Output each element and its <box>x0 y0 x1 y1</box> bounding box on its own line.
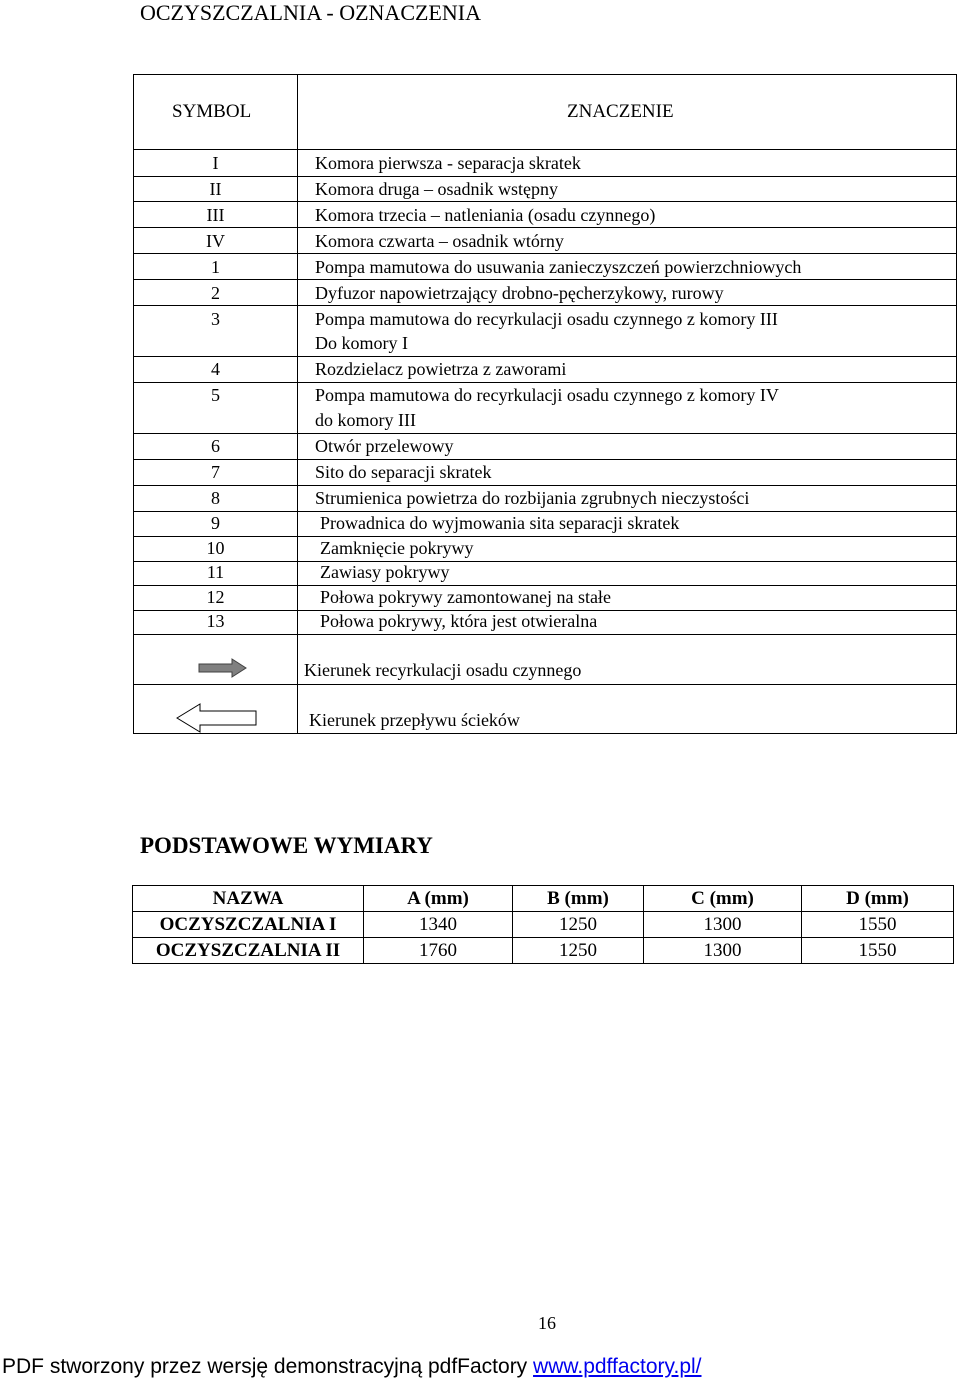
page-number: 16 <box>538 1313 556 1333</box>
row-divider <box>134 684 956 685</box>
symbol-cell: 3 <box>211 309 220 329</box>
table-cell: 1340 <box>364 912 513 938</box>
meaning-cell: Rozdzielacz powietrza z zaworami <box>315 359 567 379</box>
symbol-cell: 10 <box>206 538 225 558</box>
header-cell: D (mm) <box>802 886 954 912</box>
symbol-cell: 2 <box>211 283 220 303</box>
symbol-cell: II <box>209 179 222 199</box>
symbol-cell: 12 <box>206 587 225 607</box>
meaning-cell: Pompa mamutowa do recyrkulacji osadu czynnego z komory III <box>315 309 778 329</box>
meaning-cell: Komora pierwsza - separacja skratek <box>315 153 581 173</box>
meaning-cell: Zamknięcie pokrywy <box>320 538 474 558</box>
meaning-cell: Prowadnica do wyjmowania sita separacji skratek <box>320 513 680 533</box>
symbol-cell: 7 <box>211 462 220 482</box>
meaning-cell: Sito do separacji skratek <box>315 462 492 482</box>
row-divider <box>134 433 956 434</box>
table-row <box>133 912 954 938</box>
dimensions-table <box>132 885 954 964</box>
symbol-cell: 1 <box>211 257 220 277</box>
row-divider <box>134 634 956 635</box>
meaning-cell: Otwór przelewowy <box>315 436 454 456</box>
table-cell: 1300 <box>644 912 802 938</box>
meaning-cell: Kierunek przepływu ścieków <box>309 710 520 730</box>
symbol-cell: 13 <box>206 611 225 631</box>
symbol-cell: III <box>206 205 225 225</box>
symbol-cell: 4 <box>211 359 220 379</box>
table-cell: 1550 <box>802 912 954 938</box>
symbols-table <box>133 74 957 734</box>
row-divider <box>134 305 956 306</box>
meaning-cell: Połowa pokrywy, która jest otwieralna <box>320 611 598 631</box>
meaning-cell: Dyfuzor napowietrzający drobno-pęcherzykowy, rurowy <box>315 283 724 303</box>
footer-text: PDF stworzony przez wersję demonstracyjną pdfFactory <box>2 1355 534 1378</box>
table-cell: 1760 <box>364 938 513 964</box>
symbol-cell: I <box>212 153 219 173</box>
table-cell: 1550 <box>802 938 954 964</box>
row-divider <box>134 253 956 254</box>
meaning-cell: Pompa mamutowa do recyrkulacji osadu czynnego z komory IV <box>315 385 779 405</box>
table-cell: OCZYSZCZALNIA II <box>133 938 364 964</box>
header-cell: A (mm) <box>364 886 513 912</box>
meaning-cell: Pompa mamutowa do usuwania zanieczyszczeń powierzchniowych <box>315 257 802 277</box>
table-cell: 1250 <box>513 938 644 964</box>
row-divider <box>134 227 956 228</box>
meaning-cell: Połowa pokrywy zamontowanej na stałe <box>320 587 611 607</box>
footer <box>2 1355 702 1379</box>
meaning-cell: Strumienica powietrza do rozbijania zgrubnych nieczystości <box>315 488 750 508</box>
row-divider <box>134 201 956 202</box>
symbol-cell: 11 <box>206 562 225 582</box>
header-symbol: SYMBOL <box>172 101 252 122</box>
footer-link[interactable]: www.pdffactory.pl/ <box>533 1355 702 1378</box>
header-meaning: ZNACZENIE <box>567 101 674 122</box>
meaning-cell-line2: do komory III <box>315 410 416 430</box>
row-divider <box>134 149 956 150</box>
meaning-cell-line2: Do komory I <box>315 333 408 353</box>
meaning-cell: Komora trzecia – natleniania (osadu czynnego) <box>315 205 656 225</box>
header-cell: C (mm) <box>644 886 802 912</box>
table-row <box>133 938 954 964</box>
table-header-row <box>133 886 954 912</box>
header-cell: B (mm) <box>513 886 644 912</box>
filled-arrow-right-icon <box>198 657 248 679</box>
table-cell: 1250 <box>513 912 644 938</box>
table-cell: OCZYSZCZALNIA I <box>133 912 364 938</box>
meaning-cell: Zawiasy pokrywy <box>320 562 450 582</box>
outline-arrow-left-icon <box>176 703 258 733</box>
page-title: OCZYSZCZALNIA - OZNACZENIA <box>140 0 481 25</box>
symbol-cell: 9 <box>211 513 220 533</box>
symbol-cell: 6 <box>211 436 220 456</box>
table-cell: 1300 <box>644 938 802 964</box>
row-divider <box>134 536 956 537</box>
symbol-cell: 8 <box>211 488 220 508</box>
symbol-cell: IV <box>206 231 225 251</box>
dimensions-title: PODSTAWOWE WYMIARY <box>140 833 433 858</box>
row-divider <box>134 459 956 460</box>
meaning-cell: Komora czwarta – osadnik wtórny <box>315 231 564 251</box>
symbol-cell: 5 <box>211 385 220 405</box>
header-cell: NAZWA <box>133 886 364 912</box>
meaning-cell: Kierunek recyrkulacji osadu czynnego <box>304 660 582 680</box>
meaning-cell: Komora druga – osadnik wstępny <box>315 179 558 199</box>
row-divider <box>134 279 956 280</box>
